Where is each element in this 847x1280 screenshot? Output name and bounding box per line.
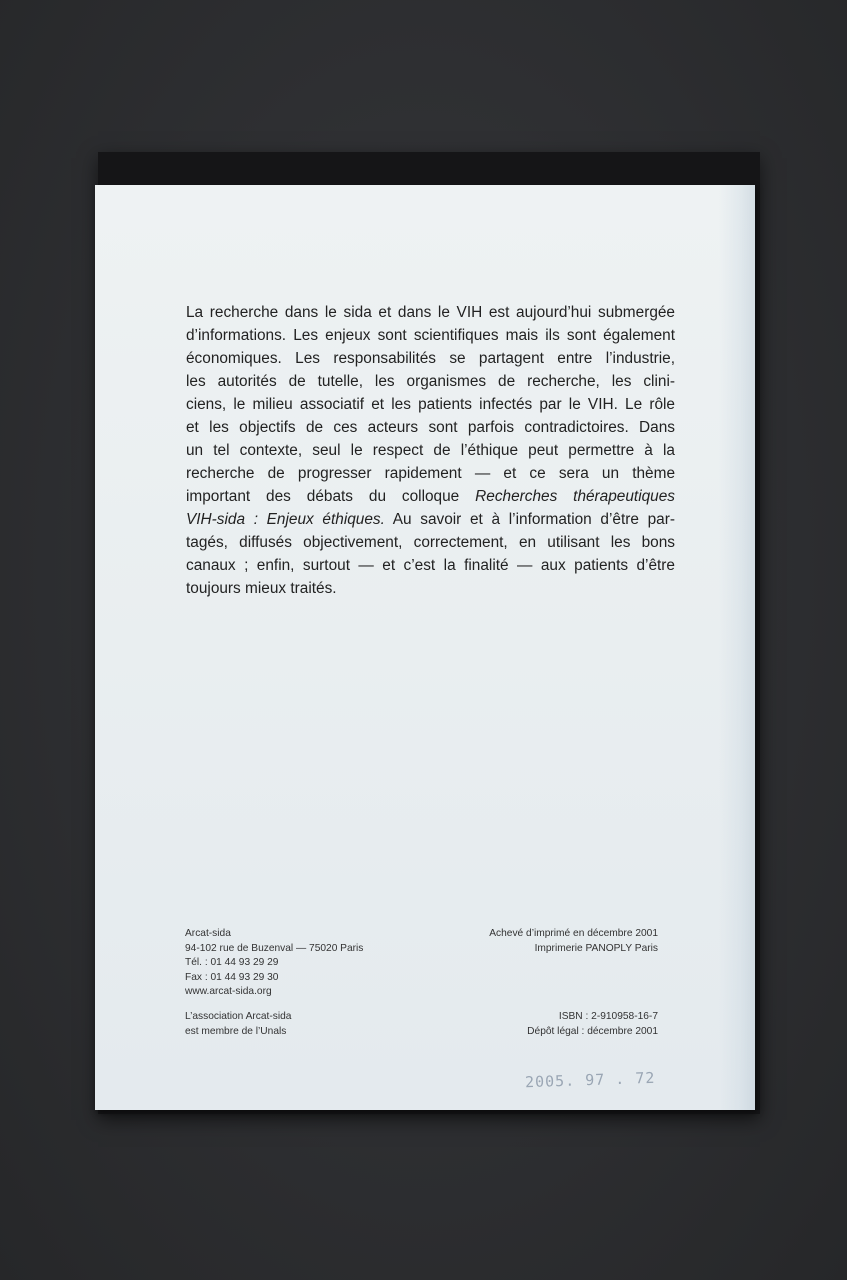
printer-name: Imprimerie PANOPLY Paris [534, 942, 658, 954]
isbn-info [455, 1010, 658, 1039]
blurb-line-with-title [186, 508, 675, 531]
blurb-line: et les objectifs de ces acteurs sont parfois contradictoires. Dans [186, 419, 675, 436]
blurb-line: ciens, le milieu associatif et les patients infectés par le VIH. Le rôle [186, 396, 675, 413]
blurb-text: important des débats du colloque [186, 488, 476, 505]
blurb-line: recherche de progresser rapidement — et ce sera un thème [186, 465, 675, 482]
publisher-address: 94-102 rue de Buzenval — 75020 Paris [185, 942, 364, 954]
blurb-line-with-title [186, 485, 675, 508]
colloquium-title-part2: VIH-sida : Enjeux éthiques. [186, 511, 385, 528]
blurb-line: d’informations. Les enjeux sont scientifiques mais ils sont également [186, 327, 675, 344]
membership-note [185, 1010, 291, 1039]
back-cover-blurb [186, 301, 675, 600]
handwritten-catalog-number: 2005. 97 . 72 [524, 1068, 656, 1092]
membership-line: L’association Arcat-sida [185, 1011, 292, 1022]
legal-deposit: Dépôt légal : décembre 2001 [527, 1025, 658, 1037]
isbn: ISBN : 2-910958-16-7 [558, 1011, 658, 1022]
blurb-line: tagés, diffusés objectivement, correctement, en utilisant les bons [186, 534, 675, 551]
publisher-phone: Tél. : 01 44 93 29 29 [185, 957, 279, 968]
blurb-text: Au savoir et à l’information d’être par- [384, 511, 675, 528]
blurb-line: économiques. Les responsabilités se partagent entre l’industrie, [186, 350, 675, 367]
publisher-name: Arcat-sida [185, 928, 231, 939]
colloquium-title-part1: Recherches thérapeutiques [475, 488, 675, 505]
blurb-line: canaux ; enfin, surtout — et c’est la finalité — aux patients d’être [186, 557, 675, 574]
printed-date: Achevé d’imprimé en décembre 2001 [489, 928, 658, 939]
blurb-line: toujours mieux traités. [186, 580, 337, 597]
publisher-fax: Fax : 01 44 93 29 30 [185, 971, 279, 983]
page-edge-tint [719, 185, 755, 1110]
book-back-cover [95, 185, 755, 1110]
blurb-line: La recherche dans le sida et dans le VIH est aujourd’hui submergée [186, 304, 675, 321]
membership-line: est membre de l’Unals [185, 1025, 287, 1037]
publisher-contact [185, 927, 363, 1000]
publisher-website: www.arcat-sida.org [185, 986, 272, 997]
blurb-line: les autorités de tutelle, les organismes de recherche, les clini- [186, 373, 675, 390]
printing-info [455, 927, 658, 956]
blurb-line: un tel contexte, seul le respect de l’éthique peut permettre à la [186, 442, 675, 459]
